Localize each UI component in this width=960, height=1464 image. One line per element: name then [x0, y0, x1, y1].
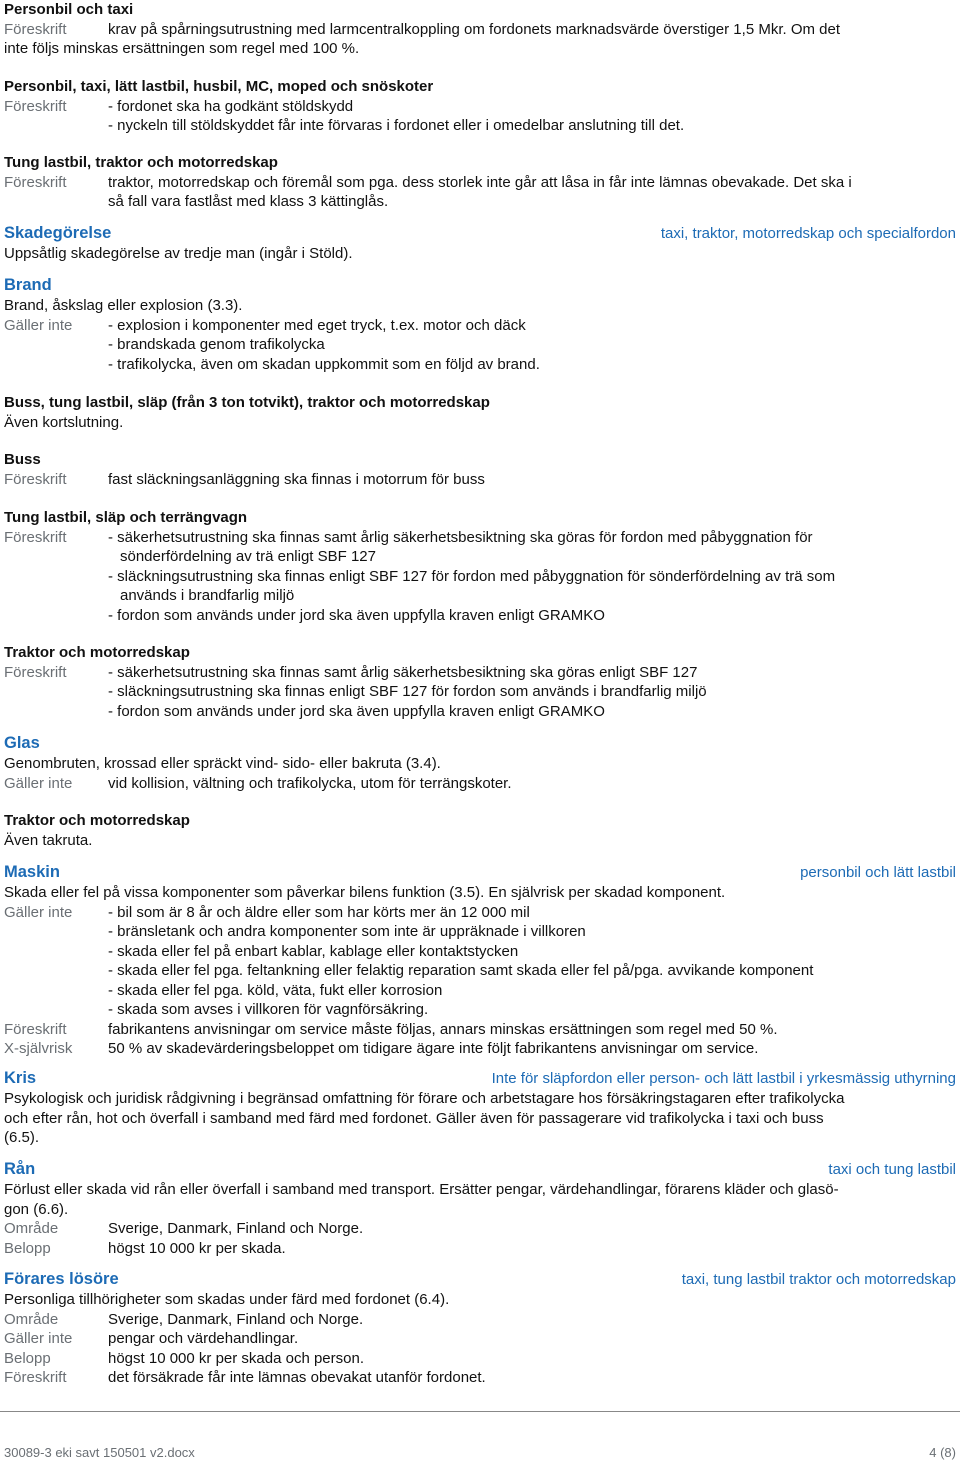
field-label: Föreskrift: [4, 1369, 67, 1386]
field-text: - skada eller fel på enbart kablar, kablage eller kontaktstycken: [108, 942, 519, 960]
section-heading: Personbil, taxi, lätt lastbil, husbil, MC, moped och snöskoter: [4, 78, 434, 95]
section-heading: Traktor och motorredskap: [4, 812, 190, 829]
section-ran: [4, 1159, 956, 1258]
section-traktor-motorredskap: [4, 643, 956, 721]
section-stoldskydd: [4, 77, 956, 136]
body-text: (6.5).: [4, 1129, 40, 1146]
field-text: 50 % av skadevärderingsbeloppet om tidigare ägare inte följt fabrikantens anvisningar om service.: [108, 1040, 759, 1057]
field-text: - skada eller fel pga. köld, väta, fukt eller korrosion: [108, 981, 443, 999]
field-text: vid kollision, vältning och trafikolycka, utom för terrängskoter.: [108, 774, 512, 792]
field-text: - släckningsutrustning ska finnas enligt SBF 127 för fordon med påbyggnation för sönderfördelning av trä som: [108, 567, 836, 585]
field-text: högst 10 000 kr per skada och person.: [108, 1349, 364, 1367]
field-text: - bil som är 8 år och äldre eller som har körts mer än 12 000 mil: [108, 903, 530, 921]
field-label: Föreskrift: [4, 20, 67, 38]
section-skadegorelse: [4, 223, 956, 264]
field-label: Föreskrift: [4, 470, 67, 488]
field-label: Gäller inte: [4, 903, 73, 921]
field-text: fast släckningsanläggning ska finnas i motorrum för buss: [108, 470, 485, 488]
field-text: används i brandfarlig miljö: [120, 587, 295, 604]
section-personbil-taxi: [4, 0, 956, 59]
section-title: Maskin: [4, 863, 60, 881]
field-label: Gäller inte: [4, 316, 73, 334]
field-text: krav på spårningsutrustning med larmcentralkoppling om fordonets marknadsvärde överstiger 1,5 Mkr. Om det: [108, 20, 841, 38]
section-title: Skadegörelse: [4, 224, 112, 242]
field-text: - brandskada genom trafikolycka: [108, 336, 325, 353]
body-text: Brand, åskslag eller explosion (3.3).: [4, 297, 243, 314]
field-label: Område: [4, 1310, 59, 1328]
footer-page-number: 4 (8): [929, 1445, 956, 1460]
body-text: gon (6.6).: [4, 1200, 69, 1218]
section-tag: taxi, tung lastbil traktor och motorredskap: [681, 1271, 956, 1288]
field-label: Föreskrift: [4, 97, 67, 115]
field-text: Sverige, Danmark, Finland och Norge.: [108, 1310, 364, 1328]
section-title: Förares lösöre: [4, 1270, 119, 1288]
section-tung-slap-terrangvagn: [4, 508, 956, 625]
section-heading: Traktor och motorredskap: [4, 644, 190, 661]
field-text: fabrikantens anvisningar om service måste följas, annars minskas ersättningen som regel med 50 %.: [108, 1020, 778, 1038]
field-text: högst 10 000 kr per skada.: [108, 1239, 286, 1257]
field-label: Belopp: [4, 1349, 51, 1367]
body-text: Psykologisk och juridisk rådgivning i begränsad omfattning för förare och arbetstagare hos försäkringstagaren efter trafikolycka: [4, 1090, 845, 1107]
section-traktor-takruta: [4, 811, 956, 850]
section-title: Rån: [4, 1160, 36, 1178]
field-text: - säkerhetsutrustning ska finnas samt årlig säkerhetsbesiktning ska göras enligt SBF 127: [108, 663, 698, 681]
body-text: Även kortslutning.: [4, 413, 124, 431]
field-label: Gäller inte: [4, 1330, 73, 1347]
field-label: Område: [4, 1220, 59, 1237]
section-tag: personbil och lätt lastbil: [800, 864, 956, 881]
body-text: Genombruten, krossad eller spräckt vind- sido- eller bakruta (3.4).: [4, 755, 441, 772]
section-forares-losore: [4, 1269, 956, 1388]
section-heading: Tung lastbil, släp och terrängvagn: [4, 509, 248, 526]
field-text: det försäkrade får inte lämnas obevakat utanför fordonet.: [108, 1369, 486, 1386]
page-footer: [0, 1411, 960, 1460]
body-text: Uppsåtlig skadegörelse av tredje man (ingår i Stöld).: [4, 245, 353, 262]
section-heading: Tung lastbil, traktor och motorredskap: [4, 154, 278, 171]
section-tag: Inte för släpfordon eller person- och lätt lastbil i yrkesmässig uthyrning: [491, 1070, 956, 1087]
field-text: - fordon som används under jord ska även uppfylla kraven enligt GRAMKO: [108, 606, 605, 624]
field-text: - skada eller fel pga. feltankning eller felaktig reparation samt skada eller fel på/pga. avvikande komponent: [108, 962, 814, 979]
field-label: Föreskrift: [4, 663, 67, 681]
field-text: Sverige, Danmark, Finland och Norge.: [108, 1220, 364, 1237]
field-text: så fall vara fastlåst med klass 3 kättinglås.: [108, 193, 389, 210]
section-heading: Buss, tung lastbil, släp (från 3 ton totvikt), traktor och motorredskap: [4, 394, 490, 411]
section-title: Brand: [4, 276, 52, 294]
field-text: - släckningsutrustning ska finnas enligt SBF 127 för fordon som används i brandfarlig miljö: [108, 683, 707, 700]
field-label: Föreskrift: [4, 1020, 67, 1038]
field-text: - trafikolycka, även om skadan uppkommit som en följd av brand.: [108, 355, 540, 373]
field-text: - säkerhetsutrustning ska finnas samt årlig säkerhetsbesiktning ska göras för fordon med påbyggnation för: [108, 528, 813, 546]
section-title: Kris: [4, 1069, 37, 1087]
section-kris: [4, 1068, 956, 1148]
body-text: och efter rån, hot och överfall i samband med färd med fordonet. Gäller även för passagerare vid trafikolycka i taxi och buss: [4, 1109, 824, 1127]
section-glas: [4, 733, 956, 793]
section-tung-lastbil-traktor: [4, 153, 956, 212]
field-text: traktor, motorredskap och föremål som pga. dess storlek inte går att låsa in får inte lämnas obevakade. Det ska i: [108, 173, 852, 191]
field-text: - fordonet ska ha godkänt stöldskydd: [108, 97, 354, 115]
field-label: Föreskrift: [4, 528, 67, 546]
section-title: Glas: [4, 734, 40, 752]
field-text: - fordon som används under jord ska även uppfylla kraven enligt GRAMKO: [108, 702, 605, 720]
section-brand: [4, 275, 956, 374]
section-kortslutning: [4, 393, 956, 432]
body-text: inte följs minskas ersättningen som regel med 100 %.: [4, 40, 360, 57]
section-maskin: [4, 862, 956, 1059]
section-tag: taxi och tung lastbil: [828, 1161, 956, 1178]
field-text: - nyckeln till stöldskyddet får inte förvaras i fordonet eller i omedelbar anslutning till det.: [108, 117, 685, 134]
field-text: pengar och värdehandlingar.: [108, 1330, 299, 1347]
body-text: Även takruta.: [4, 831, 93, 849]
body-text: Förlust eller skada vid rån eller överfall i samband med transport. Ersätter pengar, värdehandlingar, förarens kläder och glasö-: [4, 1181, 839, 1198]
section-heading: Personbil och taxi: [4, 1, 134, 18]
field-text: - skada som avses i villkoren för vagnförsäkring.: [108, 1001, 429, 1018]
field-label: X-självrisk: [4, 1040, 73, 1057]
field-text: - bränsletank och andra komponenter som inte är uppräknade i villkoren: [108, 923, 586, 940]
section-heading: Buss: [4, 451, 41, 468]
section-buss: [4, 450, 956, 489]
footer-filename: 30089-3 eki savt 150501 v2.docx: [4, 1445, 195, 1460]
field-label: Föreskrift: [4, 173, 67, 191]
body-text: Skada eller fel på vissa komponenter som påverkar bilens funktion (3.5). En självrisk per skadad komponent.: [4, 884, 726, 901]
section-tag: taxi, traktor, motorredskap och specialfordon: [660, 225, 956, 242]
field-label: Gäller inte: [4, 774, 73, 792]
field-text: sönderfördelning av trä enligt SBF 127: [120, 548, 376, 565]
field-text: - explosion i komponenter med eget tryck, t.ex. motor och däck: [108, 316, 526, 334]
body-text: Personliga tillhörigheter som skadas under färd med fordonet (6.4).: [4, 1291, 450, 1308]
field-label: Belopp: [4, 1239, 51, 1257]
